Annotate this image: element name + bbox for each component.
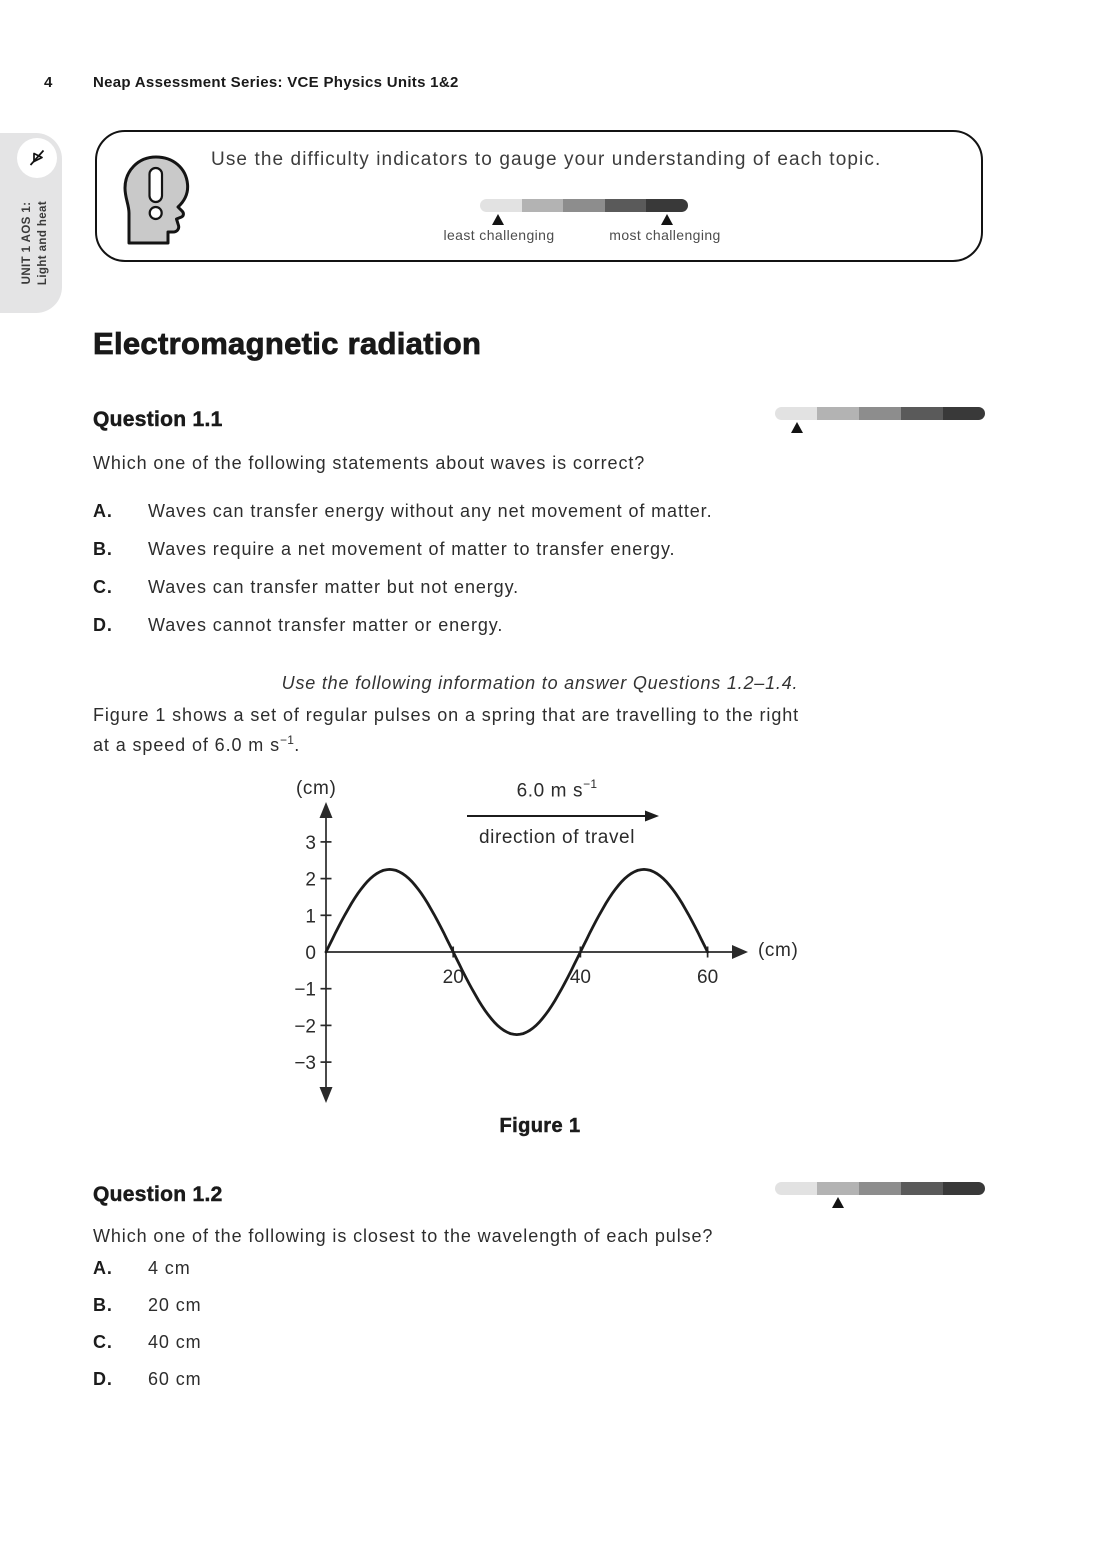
- difficulty-intro-text: Use the difficulty indicators to gauge your understanding of each topic.: [211, 149, 882, 170]
- stimulus-line2: [93, 733, 300, 756]
- difficulty-segment: [522, 199, 564, 212]
- svg-text:−2: −2: [294, 1016, 316, 1038]
- option-letter: C.: [93, 577, 113, 597]
- option-row: [93, 538, 712, 560]
- most-challenging-arrow: [661, 214, 673, 225]
- difficulty-segment: [775, 1182, 817, 1195]
- difficulty-segment: [563, 199, 605, 212]
- head-exclamation-icon: [118, 153, 200, 245]
- axes: [326, 814, 734, 1091]
- option-text: 60 cm: [148, 1369, 202, 1389]
- speed-text: at a speed of 6.0 m s: [93, 735, 280, 755]
- option-row: [93, 1294, 202, 1316]
- difficulty-segment: [943, 1182, 985, 1195]
- svg-text:−3: −3: [294, 1053, 316, 1075]
- option-letter: D.: [93, 1369, 113, 1389]
- difficulty-segment: [775, 407, 817, 420]
- option-letter: A.: [93, 1258, 113, 1278]
- difficulty-segment: [859, 407, 901, 420]
- unit-side-tab: [0, 133, 62, 313]
- option-text: 4 cm: [148, 1258, 191, 1278]
- difficulty-segment: [901, 407, 943, 420]
- option-row: [93, 576, 712, 598]
- section-title: Electromagnetic radiation: [93, 326, 482, 361]
- option-row: [93, 614, 712, 636]
- difficulty-track: [775, 1182, 985, 1195]
- axis-tick-labels: [294, 833, 718, 1074]
- svg-text:2: 2: [305, 869, 316, 891]
- option-letter: B.: [93, 1295, 113, 1315]
- speed-exponent: −1: [280, 733, 295, 747]
- figure-1-caption: Figure 1: [499, 1115, 581, 1137]
- period: .: [294, 735, 301, 755]
- y-axis-unit-label: (cm): [296, 778, 337, 799]
- difficulty-segment: [943, 407, 985, 420]
- option-text: Waves cannot transfer matter or energy.: [148, 615, 504, 635]
- svg-text:0: 0: [305, 943, 316, 964]
- difficulty-segment: [859, 1182, 901, 1195]
- stimulus-instruction: Use the following information to answer Questions 1.2–1.4.: [281, 673, 799, 693]
- option-text: 20 cm: [148, 1295, 202, 1315]
- least-challenging-arrow: [492, 214, 504, 225]
- difficulty-segment: [480, 199, 522, 212]
- least-challenging-label: least challenging: [443, 227, 555, 243]
- question-1-2-options: [93, 1257, 202, 1405]
- option-text: Waves can transfer energy without any net movement of matter.: [148, 501, 713, 521]
- speed-exponent: −1: [583, 777, 598, 791]
- difficulty-scale-bar: [480, 199, 688, 212]
- difficulty-segment: [605, 199, 647, 212]
- question-1-2-title: Question 1.2: [93, 1183, 223, 1206]
- option-row: [93, 1368, 202, 1390]
- svg-text:60: 60: [697, 967, 719, 988]
- speed-value: 6.0 m s: [516, 780, 584, 802]
- option-letter: B.: [93, 539, 113, 559]
- figure-1: [280, 770, 840, 1115]
- svg-text:3: 3: [305, 832, 316, 854]
- tab-label-line1: UNIT 1 AOS 1:: [21, 201, 33, 285]
- option-row: [93, 500, 712, 522]
- option-text: Waves require a net movement of matter to transfer energy.: [148, 539, 676, 559]
- stimulus-line1: Figure 1 shows a set of regular pulses on a spring that are travelling to the right: [93, 705, 800, 725]
- tab-label-line2: Light and heat: [37, 200, 49, 286]
- difficulty-segment: [817, 1182, 859, 1195]
- page-number: 4: [44, 74, 53, 91]
- tab-label: [19, 158, 53, 328]
- question-1-2-difficulty: [775, 1182, 985, 1195]
- most-challenging-label: most challenging: [609, 227, 721, 243]
- svg-text:20: 20: [442, 967, 464, 988]
- option-text: Waves can transfer matter but not energy.: [148, 577, 520, 597]
- difficulty-arrow: [791, 422, 803, 433]
- difficulty-arrow: [832, 1197, 844, 1208]
- difficulty-segment: [646, 199, 688, 212]
- option-letter: C.: [93, 1332, 113, 1352]
- page-header-title: Neap Assessment Series: VCE Physics Units 1&2: [93, 74, 459, 91]
- figure-1-graph: [280, 770, 840, 1115]
- option-text: 40 cm: [148, 1332, 202, 1352]
- question-1-1-options: [93, 500, 712, 652]
- svg-text:−1: −1: [294, 979, 316, 1001]
- option-row: [93, 1257, 202, 1279]
- option-letter: A.: [93, 501, 113, 521]
- x-axis-unit-label: (cm): [758, 940, 799, 961]
- option-row: [93, 1331, 202, 1353]
- svg-text:1: 1: [305, 906, 316, 928]
- question-1-1-difficulty: [775, 407, 985, 420]
- option-letter: D.: [93, 615, 113, 635]
- direction-annotation: direction of travel: [478, 827, 636, 848]
- difficulty-track: [775, 407, 985, 420]
- question-1-1-text: Which one of the following statements about waves is correct?: [93, 453, 646, 473]
- difficulty-track: [480, 199, 688, 212]
- svg-text:40: 40: [569, 967, 591, 988]
- difficulty-segment: [817, 407, 859, 420]
- speed-annotation: [452, 778, 662, 802]
- question-1-1-title: Question 1.1: [93, 408, 223, 431]
- difficulty-segment: [901, 1182, 943, 1195]
- question-1-2-text: Which one of the following is closest to the wavelength of each pulse?: [93, 1226, 714, 1246]
- direction-arrow: [467, 811, 659, 822]
